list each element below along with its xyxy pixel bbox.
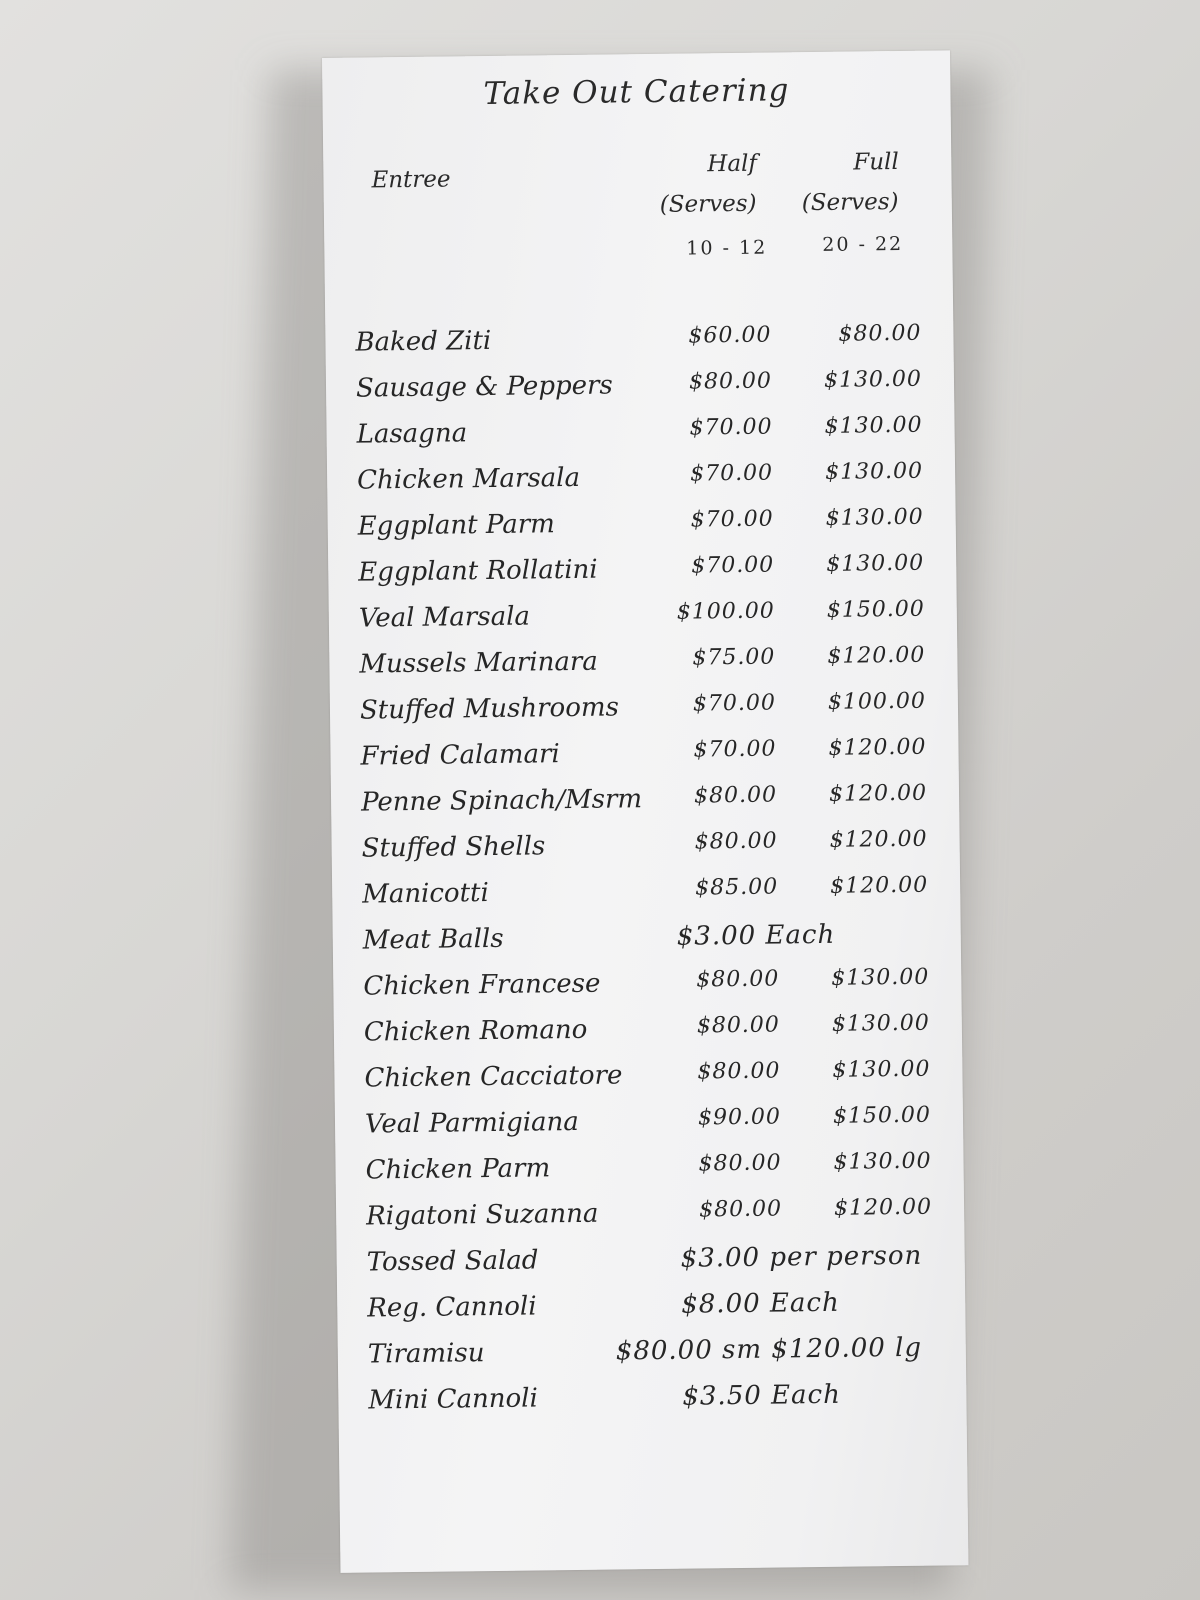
menu-item-half-price: $80.00	[688, 368, 773, 395]
menu-item-row	[326, 412, 955, 466]
menu-item-name: Baked Ziti	[355, 325, 492, 358]
menu-item-full-price: $120.00	[827, 642, 926, 669]
menu-item-name: Penne Spinach/Msrm	[360, 784, 643, 818]
menu-item-full-price: $100.00	[827, 688, 927, 715]
menu-item-name: Veal Parmigiana	[364, 1106, 579, 1140]
menu-title: Take Out Catering	[483, 72, 790, 113]
menu-item-full-price: $120.00	[828, 734, 927, 761]
menu-item-full-price: $130.00	[825, 504, 924, 531]
menu-item-row	[328, 504, 957, 558]
menu-item-full-price: $130.00	[833, 1148, 932, 1175]
menu-item-row	[338, 1332, 967, 1386]
menu-item-row	[334, 1056, 963, 1110]
menu-item-row	[334, 1010, 963, 1064]
menu-item-half-price: $85.00	[695, 874, 779, 901]
menu-item-name: Eggplant Rollatini	[358, 554, 598, 588]
menu-item-half-price: $70.00	[692, 690, 777, 717]
menu-item-row	[326, 366, 955, 420]
menu-item-full-price: $130.00	[832, 1056, 931, 1083]
menu-item-full-price: $150.00	[826, 596, 925, 623]
menu-item-full-price: $130.00	[831, 964, 930, 991]
menu-item-half-price: $80.00	[697, 1058, 781, 1085]
menu-item-row	[337, 1286, 966, 1340]
menu-item-name: Stuffed Mushrooms	[359, 692, 620, 726]
menu-item-name: Reg. Cannoli	[367, 1291, 537, 1324]
menu-item-row	[331, 780, 960, 834]
menu-item-half-price: $80.00	[696, 1012, 781, 1039]
menu-item-name: Chicken Cacciatore	[364, 1060, 623, 1094]
menu-item-name: Lasagna	[356, 418, 468, 450]
full-serves-label: (Serves)	[801, 188, 899, 217]
half-header: Half	[707, 150, 758, 178]
menu-item-full-price: $80.00	[838, 320, 922, 347]
full-header: Full	[853, 148, 899, 176]
menu-item-row	[333, 918, 962, 972]
menu-item-name: Manicotti	[362, 878, 490, 910]
menu-item-half-price: $100.00	[676, 598, 775, 625]
menu-item-row	[327, 458, 956, 512]
menu-item-name: Mussels Marinara	[359, 646, 598, 680]
menu-item-special-price: $80.00 sm $120.00 lg	[615, 1332, 923, 1367]
menu-item-row	[332, 872, 961, 926]
menu-item-name: Chicken Marsala	[356, 462, 581, 496]
menu-item-half-price: $80.00	[698, 1150, 782, 1177]
catering-menu-sheet	[322, 50, 968, 1573]
menu-item-row	[337, 1240, 966, 1294]
menu-item-special-price: $3.00 Each	[676, 919, 836, 952]
menu-item-special-price: $8.00 Each	[681, 1287, 840, 1320]
menu-item-name: Rigatoni Suzanna	[365, 1198, 599, 1232]
menu-item-full-price: $120.00	[828, 780, 928, 807]
menu-item-name: Chicken Francese	[363, 968, 601, 1002]
menu-item-half-price: $75.00	[692, 644, 776, 671]
menu-item-row	[329, 596, 958, 650]
menu-item-row	[336, 1194, 965, 1248]
menu-item-half-price: $70.00	[689, 414, 773, 441]
menu-item-special-price: $3.50 Each	[682, 1379, 842, 1412]
menu-item-full-price: $120.00	[829, 826, 928, 853]
menu-item-full-price: $150.00	[832, 1102, 932, 1129]
menu-item-name: Stuffed Shells	[361, 831, 546, 864]
menu-item-half-price: $60.00	[688, 322, 772, 349]
menu-item-name: Tiramisu	[367, 1338, 485, 1370]
menu-item-full-price: $130.00	[824, 458, 924, 485]
menu-item-row	[335, 1148, 964, 1202]
menu-item-row	[328, 550, 957, 604]
menu-item-row	[330, 688, 959, 742]
menu-item-half-price: $70.00	[691, 552, 775, 579]
menu-item-full-price: $120.00	[830, 872, 929, 899]
menu-item-half-price: $80.00	[696, 966, 780, 993]
menu-item-row	[329, 642, 958, 696]
menu-item-full-price: $130.00	[824, 412, 923, 439]
menu-item-half-price: $90.00	[697, 1104, 782, 1131]
half-serves-range: 10 - 12	[686, 236, 768, 260]
menu-item-name: Chicken Parm	[365, 1153, 551, 1186]
menu-item-name: Veal Marsala	[358, 601, 531, 634]
menu-item-full-price: $130.00	[823, 366, 923, 393]
menu-item-name: Chicken Romano	[363, 1014, 588, 1048]
menu-item-name: Sausage & Peppers	[355, 370, 613, 404]
menu-item-full-price: $120.00	[833, 1194, 933, 1221]
menu-item-full-price: $130.00	[826, 550, 925, 577]
full-serves-range: 20 - 22	[822, 232, 904, 256]
menu-item-row	[325, 320, 954, 374]
menu-item-name: Meat Balls	[362, 923, 504, 956]
menu-item-special-price: $3.00 per person	[680, 1240, 923, 1274]
menu-item-name: Eggplant Parm	[357, 509, 556, 542]
menu-item-name: Tossed Salad	[366, 1245, 539, 1278]
menu-item-full-price: $130.00	[831, 1010, 930, 1037]
menu-item-row	[331, 826, 960, 880]
menu-item-half-price: $70.00	[689, 460, 774, 487]
menu-items-list	[325, 320, 966, 1432]
menu-item-row	[333, 964, 962, 1018]
menu-item-row	[338, 1378, 967, 1432]
menu-item-half-price: $70.00	[690, 506, 774, 533]
half-serves-label: (Serves)	[659, 190, 757, 218]
menu-item-row	[330, 734, 959, 788]
menu-item-name: Mini Cannoli	[368, 1383, 539, 1416]
menu-item-name: Fried Calamari	[360, 739, 560, 772]
menu-item-half-price: $70.00	[693, 736, 777, 763]
menu-item-half-price: $80.00	[693, 782, 778, 809]
menu-item-half-price: $80.00	[694, 828, 778, 855]
entree-header: Entree	[371, 166, 451, 194]
menu-item-row	[335, 1102, 964, 1156]
menu-item-half-price: $80.00	[698, 1196, 783, 1223]
